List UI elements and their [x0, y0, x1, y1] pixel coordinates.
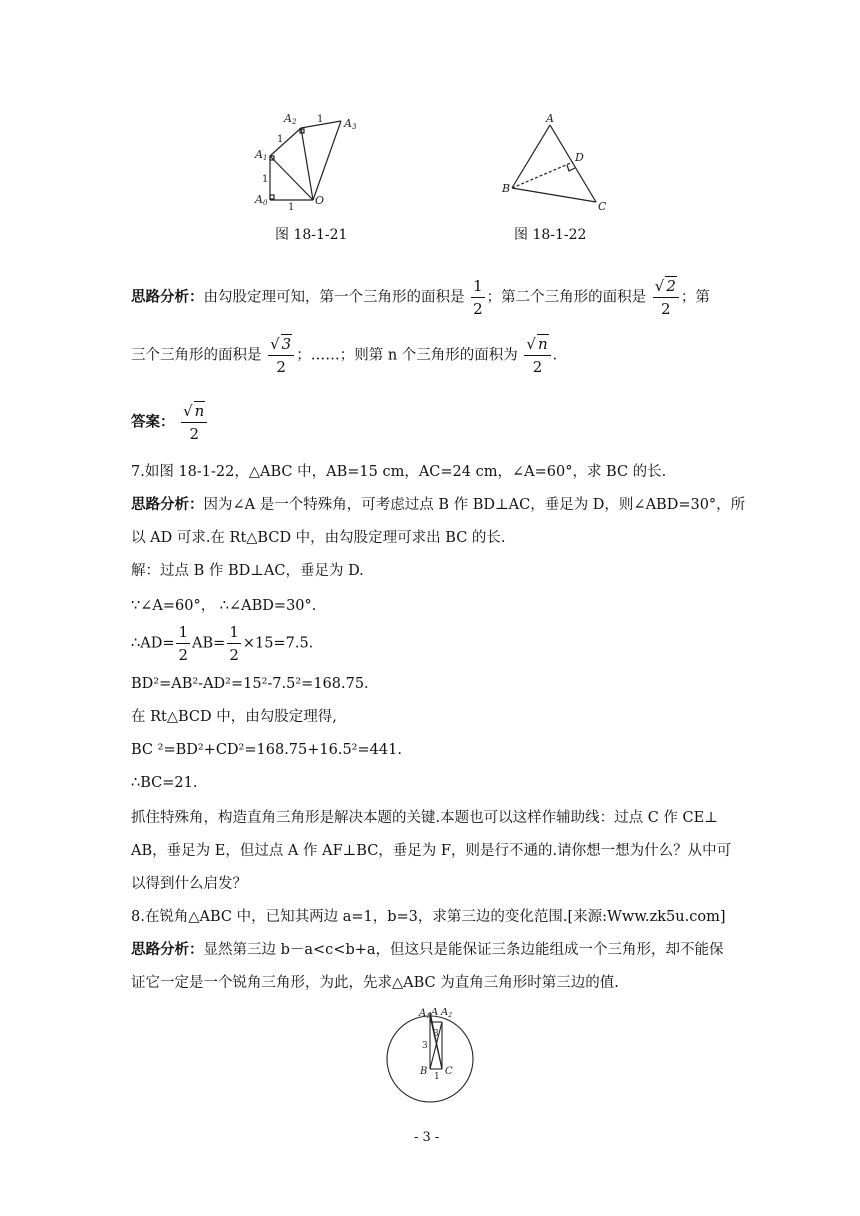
q7-analysis-line-1: 思路分析：因为∠A 是一个特殊角，可考虑过点 B 作 BD⊥AC，垂足为 D，则∠ABD=30°，所 [131, 497, 746, 513]
label-one: 1 [434, 1072, 440, 1082]
label-three-left: 3 [422, 1041, 428, 1051]
label-three-right: 3 [433, 1029, 439, 1039]
q8-question: 8.在锐角△ABC 中，已知其两边 a=1，b=3，求第三边的变化范围.[来源:Www.zk5u.com] [131, 909, 726, 925]
fraction-sqrt2-over-2: $\frac{√ 2}{2}$ [653, 275, 679, 320]
label-a: A [546, 112, 554, 125]
q7-note-1: 抓住特殊角，构造直角三角形是解决本题的关键.本题也可以这样作辅助线：过点 C 作 CE⊥ [131, 810, 718, 826]
q7-solution-7: ∴BC=21. [131, 775, 198, 791]
q7-note-3: 以得到什么启发？ [131, 876, 247, 892]
q7-solution-3: ∴AD= $\frac{1}{2}$ AB= $\frac{1}{2}$ ×15=7.5. [131, 623, 314, 664]
label-one-a1a2: 1 [277, 134, 284, 145]
label-a2: A2 [284, 112, 297, 126]
fraction-one-half: $\frac{1}{2}$ [473, 277, 483, 318]
label-a3: A3 [344, 117, 357, 131]
q7-question: 7.如图 18-1-22，△ABC 中，AB=15 cm，AC=24 cm，∠A=60°，求 BC 的长. [131, 464, 667, 480]
label-a: A [431, 1008, 439, 1018]
q7-solution-1: 解：过点 B 作 BD⊥AC，垂足为 D. [131, 563, 364, 579]
fraction-half-1: $\frac{1}{2}$ [178, 623, 189, 664]
page-number: - 3 - [414, 1130, 440, 1145]
label-a2: $A_2$ [441, 1008, 453, 1019]
q7-solution-5: 在 Rt△BCD 中，由勾股定理得, [131, 709, 337, 725]
figure-caption-18-1-21: 图 18-1-21 [275, 227, 348, 243]
label-o: O [315, 194, 325, 207]
label-b: B [420, 1066, 428, 1077]
label-c: C [598, 200, 607, 213]
q7-analysis-heading: 思路分析： [131, 497, 204, 513]
q8-analysis-line-2: 证它一定是一个锐角三角形，为此，先求△ABC 为直角三角形时第三边的值. [131, 975, 619, 991]
q7-note-2: AB，垂足为 E，但过点 A 作 AF⊥BC，垂足为 F，则是行不通的.请你想一想为什么？从中可 [131, 843, 732, 859]
label-b: B [502, 182, 511, 195]
label-a1: A1 [255, 148, 268, 162]
label-d: D [575, 151, 584, 164]
q7-analysis-line-2: 以 AD 可求.在 Rt△BCD 中，由勾股定理可求出 BC 的长. [131, 530, 506, 546]
label-c: C [445, 1066, 453, 1077]
analysis-heading: 思路分析： [131, 289, 204, 306]
q8-analysis-line-1: 思路分析：显然第三边 b－a<c<b+a，但这只是能保证三条边能组成一个三角形，却不能保 [131, 942, 724, 958]
figure-18-1-22 [498, 110, 618, 215]
fraction-half-2: $\frac{1}{2}$ [229, 623, 239, 664]
q7-solution-2: ∵∠A=60°， ∴∠ABD=30°. [131, 598, 317, 614]
analysis-1-line-2: 三个三角形的面积是 $\frac{√ 3}{2}$ ；……；则第 n 个三角形的面积为 $\frac{√ n}{2}$ . [131, 335, 558, 376]
label-one-bottom: 1 [288, 202, 295, 213]
q7-solution-6: BC ²=BD²+CD²=168.75+16.5²=441. [131, 742, 402, 758]
figure-circle [380, 1008, 480, 1108]
label-a1: $A_1$ [419, 1008, 431, 1020]
fraction-sqrt3-over-2: $\frac{√ 3}{2}$ [268, 333, 294, 378]
figure-18-1-21 [245, 108, 375, 213]
answer-line [131, 400, 209, 445]
label-one-a2a3: 1 [317, 114, 324, 125]
label-one-left: 1 [262, 174, 269, 185]
answer-fraction: $\frac{√ n}{2}$ [181, 400, 207, 445]
figure-caption-18-1-22: 图 18-1-22 [514, 227, 587, 243]
fraction-sqrtn-over-2: $\frac{√ n}{2}$ [524, 333, 550, 378]
label-a0: A0 [255, 193, 268, 207]
analysis-1-line-1: 思路分析：由勾股定理可知，第一个三角形的面积是 $\frac{1}{2}$ ；第二个三角形的面积是 $\frac{√ 2}{2}$ ；第 [131, 277, 710, 318]
q8-analysis-heading: 思路分析： [131, 942, 204, 958]
answer-heading: 答案： [131, 414, 175, 431]
q7-solution-4: BD²=AB²-AD²=15²-7.5²=168.75. [131, 676, 369, 692]
